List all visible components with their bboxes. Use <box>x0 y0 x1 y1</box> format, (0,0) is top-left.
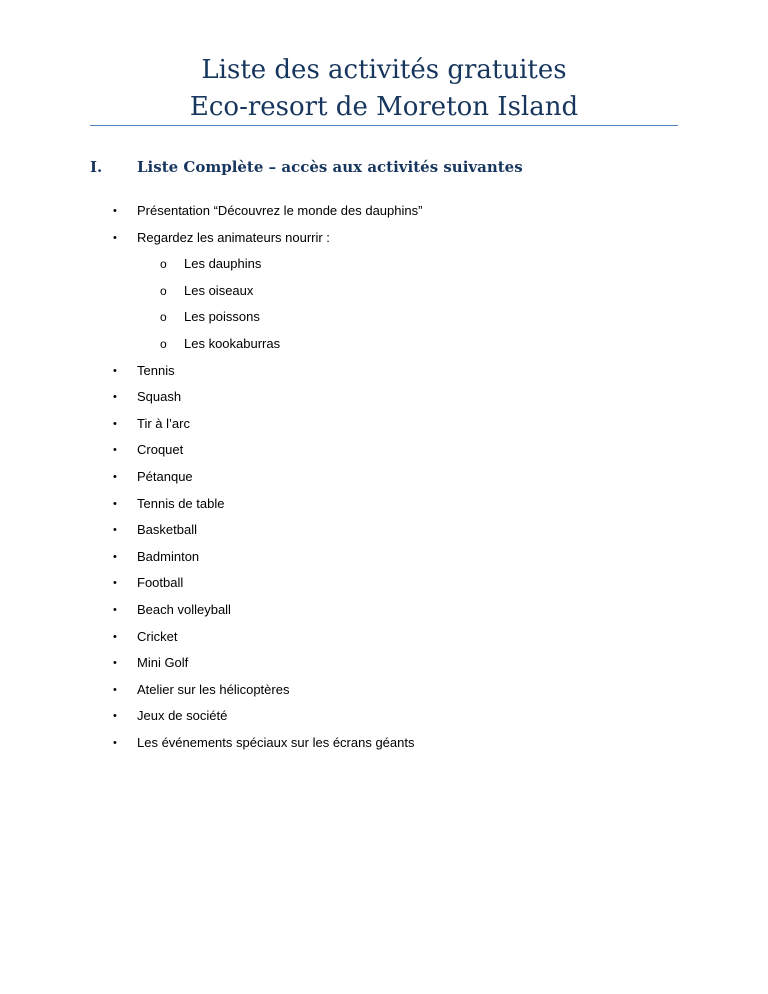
bullet-icon: • <box>113 205 117 217</box>
bullet-icon: • <box>113 630 117 643</box>
list-item-label: Badminton <box>137 548 200 564</box>
sub-list-item <box>0 331 768 358</box>
sub-list-item <box>0 304 768 331</box>
list-item <box>0 544 768 571</box>
list-item-label: Les poissons <box>184 309 260 325</box>
section-heading <box>90 155 690 179</box>
bullet-icon: • <box>113 603 117 616</box>
list-item <box>0 384 768 411</box>
bullet-icon: • <box>113 497 117 510</box>
activity-list <box>0 198 768 756</box>
bullet-icon: • <box>113 657 117 670</box>
list-item-label: Les dauphins <box>184 256 262 272</box>
list-item <box>0 597 768 624</box>
sub-bullet-icon: o <box>160 283 167 298</box>
section-title: Liste Complète – accès aux activités suivantes <box>137 158 523 176</box>
list-item-label: Regardez les animateurs nourrir : <box>137 229 330 245</box>
bullet-icon: • <box>113 231 117 244</box>
list-item-label: Basketball <box>137 522 197 538</box>
list-item-label: Mini Golf <box>137 655 189 671</box>
list-item-label: Beach volleyball <box>137 601 231 617</box>
list-item <box>0 358 768 385</box>
title-line-1: Liste des activités gratuites <box>201 55 567 85</box>
list-item-label: Les événements spéciaux sur les écrans géants <box>137 734 415 750</box>
sub-list-item <box>0 278 768 305</box>
list-item <box>0 198 768 225</box>
list-item-label: Football <box>137 575 184 591</box>
bullet-icon: • <box>113 683 117 696</box>
list-item-label: Atelier sur les hélicoptères <box>137 681 290 697</box>
list-item-label: Cricket <box>137 628 178 644</box>
list-item <box>0 730 768 757</box>
list-item-label: Les kookaburras <box>184 335 281 351</box>
list-item <box>0 464 768 491</box>
bullet-icon: • <box>113 391 117 404</box>
list-item-label: Les oiseaux <box>184 282 254 298</box>
list-item-label: Tennis de table <box>137 495 225 511</box>
list-item <box>0 650 768 677</box>
list-item-label: Présentation “Découvrez le monde des dauphins” <box>137 203 423 218</box>
title-divider <box>90 125 678 126</box>
sub-bullet-icon: o <box>160 257 167 272</box>
bullet-icon: • <box>113 577 117 590</box>
list-item <box>0 703 768 730</box>
bullet-icon: • <box>113 470 117 483</box>
bullet-icon: • <box>113 417 117 430</box>
sub-bullet-icon: o <box>160 310 167 325</box>
document-title <box>90 52 678 126</box>
section-number: I. <box>90 158 103 176</box>
sub-bullet-icon: o <box>160 336 167 351</box>
list-item-label: Tennis <box>137 362 175 378</box>
list-item <box>0 624 768 651</box>
bullet-icon: • <box>113 524 117 537</box>
list-item <box>0 225 768 252</box>
list-item <box>0 411 768 438</box>
list-item-label: Squash <box>137 389 182 405</box>
title-line-2: Eco-resort de Moreton Island <box>189 92 579 122</box>
list-item-label: Jeux de société <box>137 708 228 724</box>
list-item-label: Croquet <box>137 442 184 458</box>
bullet-icon: • <box>113 736 117 749</box>
bullet-icon: • <box>113 550 117 563</box>
list-item <box>0 517 768 544</box>
list-item-label: Pétanque <box>137 468 193 484</box>
list-item <box>0 437 768 464</box>
list-item <box>0 570 768 597</box>
bullet-icon: • <box>113 710 117 723</box>
list-item <box>0 677 768 704</box>
sub-list-item <box>0 251 768 278</box>
list-item <box>0 491 768 518</box>
list-item-label: Tir à l’arc <box>137 415 190 431</box>
bullet-icon: • <box>113 444 117 457</box>
bullet-icon: • <box>113 364 117 377</box>
